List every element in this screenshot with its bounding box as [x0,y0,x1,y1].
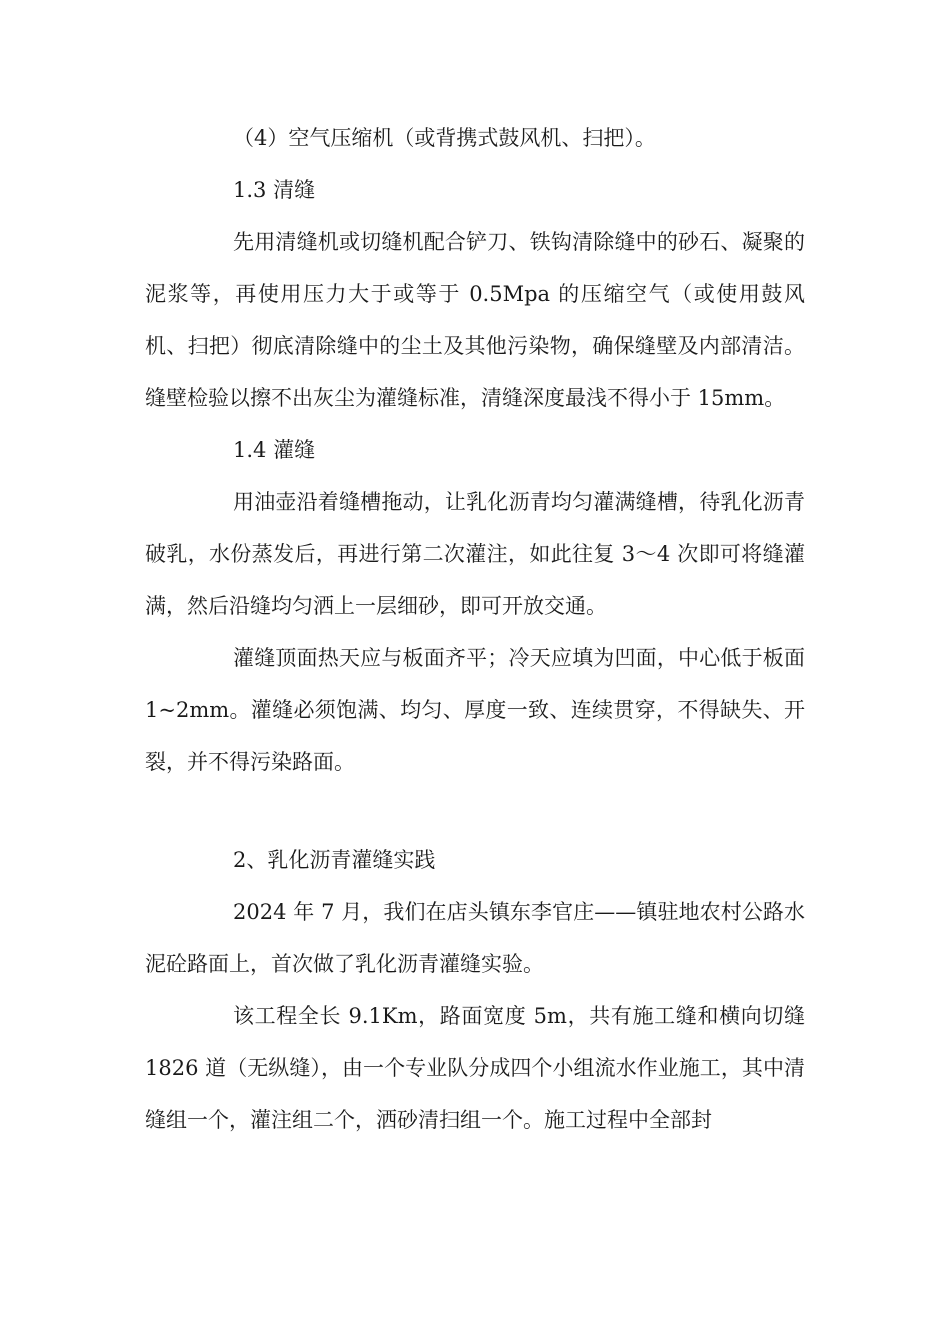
paragraph-filling-standard: 灌缝顶面热天应与板面齐平；冷天应填为凹面，中心低于板面 1~2mm。灌缝必须饱满、均匀、厚度一致、连续贯穿，不得缺失、开裂，并不得污染路面。 [145,646,805,774]
paragraph-spacer [145,788,805,834]
document-body [145,112,805,1146]
section-heading-cleaning: 1.3 清缝 [233,178,316,202]
section-heading-practice: 2、乳化沥青灌缝实践 [233,848,436,872]
paragraph-filling-procedure: 用油壶沿着缝槽拖动，让乳化沥青均匀灌满缝槽，待乳化沥青破乳，水份蒸发后，再进行第二次灌注，如此往复 3～4 次即可将缝灌满，然后沿缝均匀洒上一层细砂，即可开放交通。 [145,490,805,618]
paragraph-cleaning-procedure: 先用清缝机或切缝机配合铲刀、铁钩清除缝中的砂石、凝聚的泥浆等，再使用压力大于或等于 0.5Mpa 的压缩空气（或使用鼓风机、扫把）彻底清除缝中的尘土及其他污染物，确保缝壁及内部清洁。缝壁检验以擦不出灰尘为灌缝标准，清缝深度最浅不得小于 15mm。 [145,230,805,410]
equipment-item-air-compressor: （4）空气压缩机（或背携式鼓风机、扫把）。 [233,126,656,150]
paragraph-project-details: 该工程全长 9.1Km，路面宽度 5m，共有施工缝和横向切缝 1826 道（无纵缝），由一个专业队分成四个小组流水作业施工，其中清缝组一个，灌注组二个，洒砂清扫组一个。施工过程中全部封 [145,1004,805,1132]
paragraph-practice-intro: 2024 年 7 月，我们在店头镇东李官庄——镇驻地农村公路水泥砼路面上，首次做了乳化沥青灌缝实验。 [145,900,805,976]
section-heading-filling: 1.4 灌缝 [233,438,316,462]
